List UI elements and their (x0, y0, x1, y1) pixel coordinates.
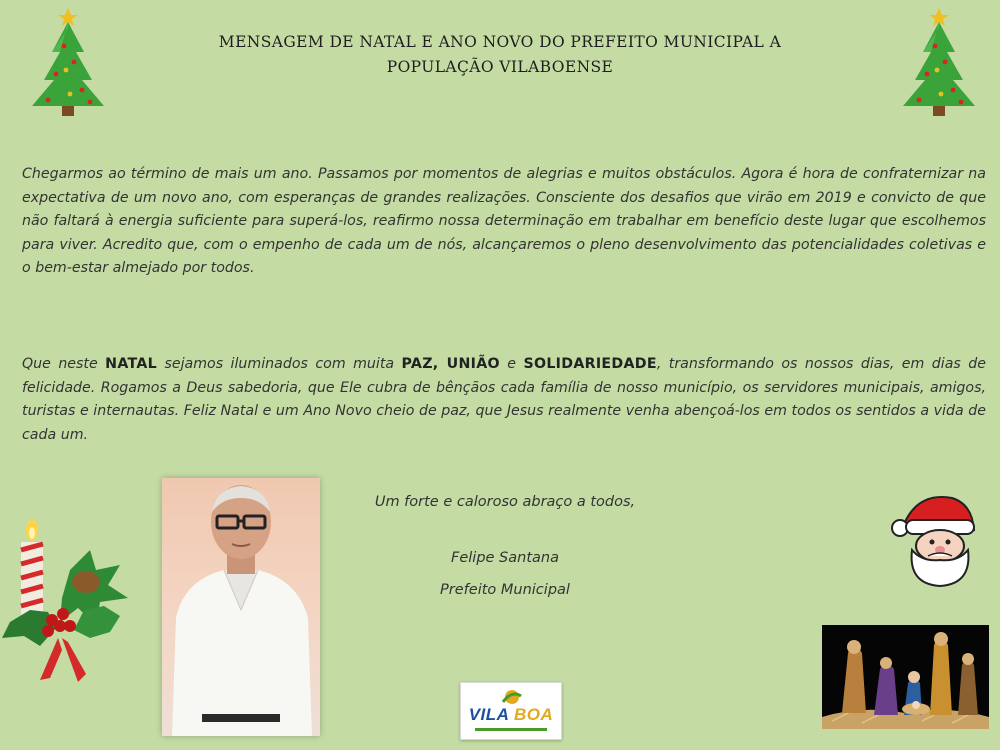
nativity-scene-icon (822, 625, 989, 729)
nativity-scene (822, 625, 989, 729)
santa-claus-icon (888, 488, 984, 588)
logo-divider (475, 728, 547, 731)
mayor-photo (162, 478, 320, 736)
p2-text-d: , transformando os nossos dias, em dias de felicidade. Rogamos a Deus sabedoria, que Ele cubra de bênçãos cada família de nosso município, os servidores municipais, amigos, turistas e internautas. Feliz Natal e um Ano Novo cheio de paz, que Jesus realmente venha abençoá-los em todos os sentidos a vida de cada um. (22, 356, 986, 443)
signer-name: Felipe Santana (451, 550, 559, 566)
solidariedade-word: SOLIDARIEDADE (523, 356, 657, 372)
signer-role: Prefeito Municipal (440, 582, 570, 598)
page-title (130, 30, 870, 80)
title-line-2: POPULAÇÃO VILABOENSE (386, 58, 614, 76)
vila-boa-logo (460, 682, 562, 740)
logo-word-boa: BOA (514, 705, 554, 724)
closing-greeting: Um forte e caloroso abraço a todos, (374, 494, 636, 510)
logo-word-vila: VILA (468, 705, 509, 724)
p2-text-b: sejamos iluminados com muita (157, 356, 402, 372)
logo-wordmark (461, 705, 561, 725)
paz-uniao-words: PAZ, UNIÃO (401, 356, 500, 372)
left-christmas-tree-icon (26, 4, 110, 120)
p2-text-a: Que neste (22, 356, 106, 372)
sun-emblem-icon (501, 686, 523, 706)
message-paragraph-2 (22, 353, 986, 447)
title-line-1: MENSAGEM DE NATAL E ANO NOVO DO PREFEITO MUNICIPAL A (218, 33, 782, 51)
message-paragraph-1: Chegarmos ao término de mais um ano. Passamos por momentos de alegrias e muitos obstáculos. Agora é hora de confraternizar na expectativa de um novo ano, com esperanças de grandes realizações. Consciente dos desafios que virão em 2019 e convicto de que não faltará à energia suficiente para superá-los, reafirmo nossa determinação em trabalhar em benefício deste lugar que escolhemos para viver. Acredito que, com o empenho de cada um de nós, alcançaremos o pleno desenvolvimento das potencialidades coletivas e o bem-estar almejado por todos. (22, 166, 986, 276)
right-christmas-tree-icon (897, 4, 981, 120)
p2-text-c: e (499, 356, 524, 372)
natal-word: NATAL (105, 356, 158, 372)
candle-holly-icon (0, 510, 150, 690)
mayor-portrait-icon (162, 478, 320, 736)
